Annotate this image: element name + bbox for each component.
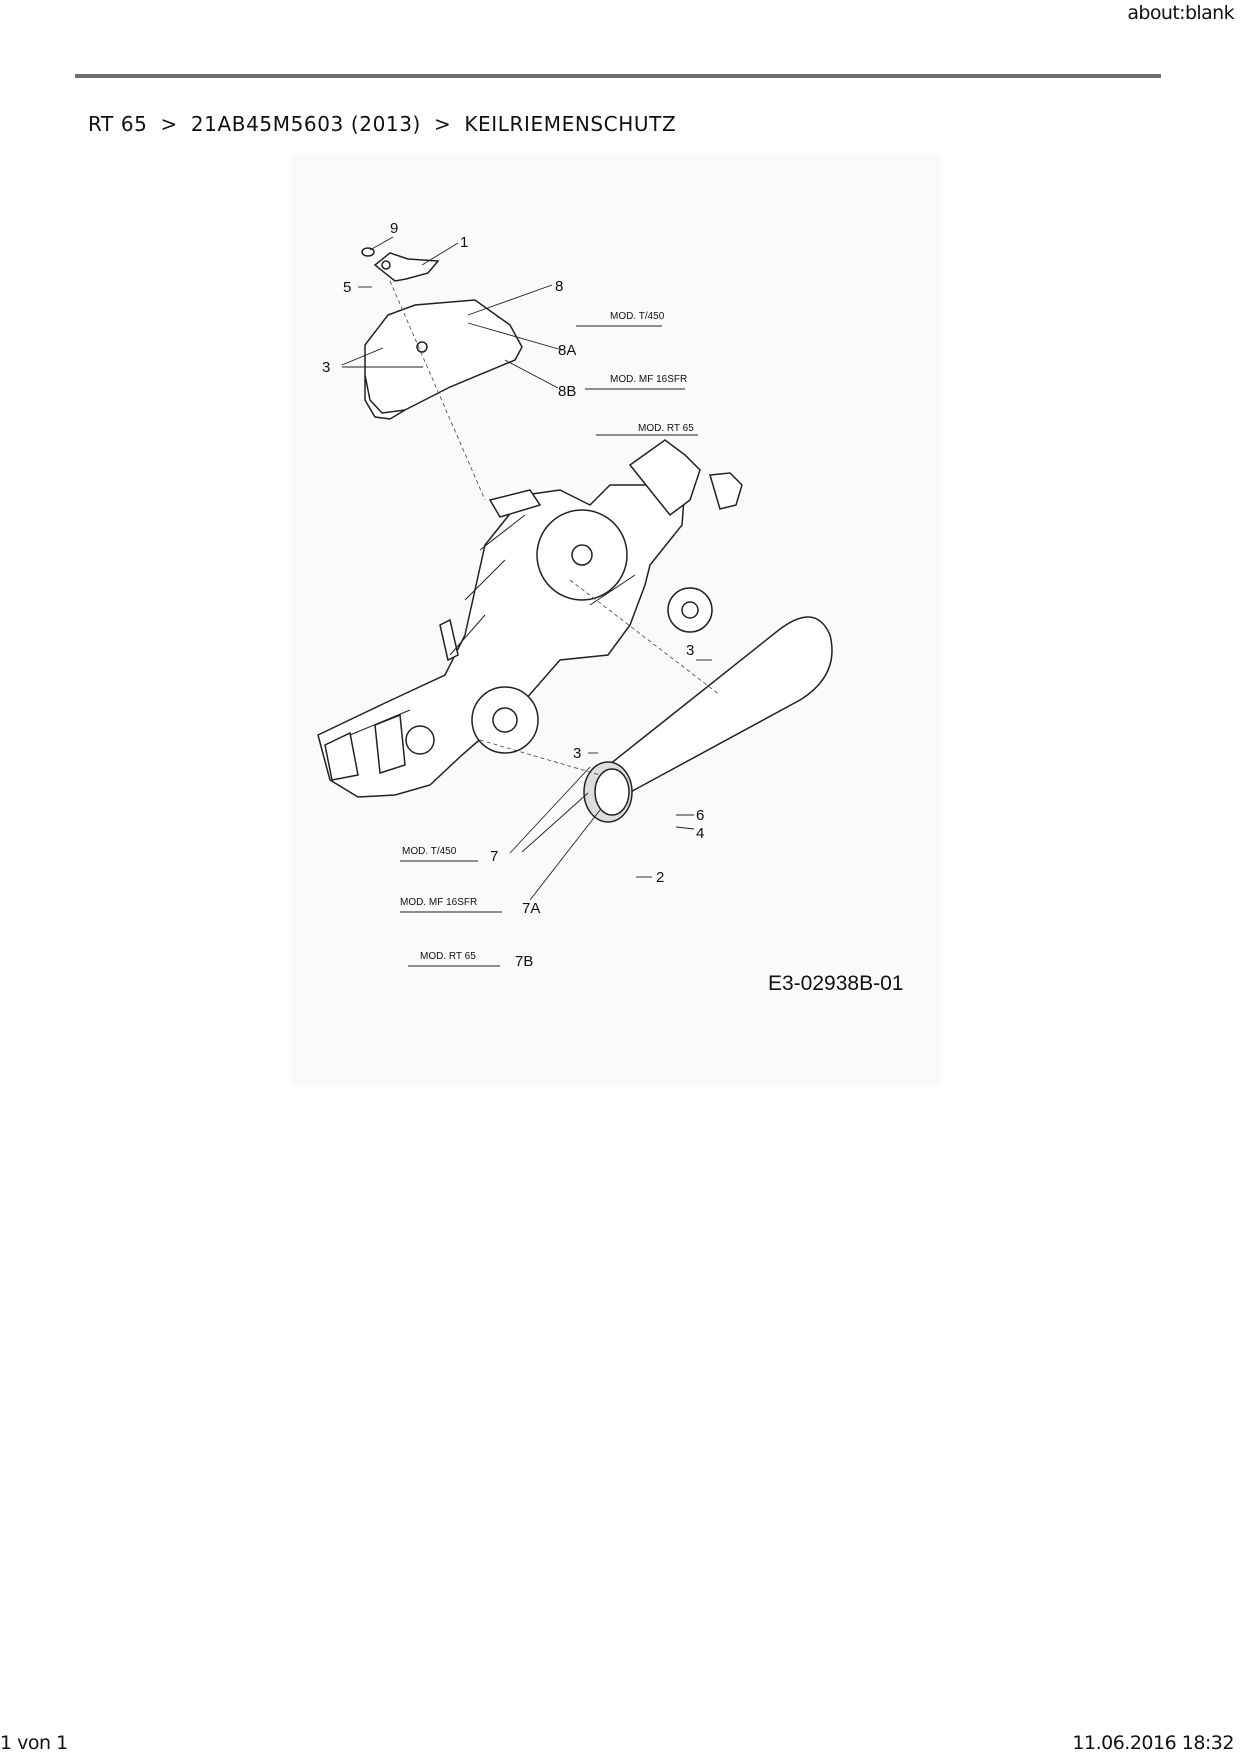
model-label-8b: MOD. RT 65	[638, 423, 694, 434]
parts-diagram	[290, 155, 942, 1085]
callout-9: 9	[390, 220, 399, 237]
model-label-8a: MOD. MF 16SFR	[610, 374, 688, 385]
callout-6: 6	[696, 807, 705, 824]
breadcrumb-item-variant[interactable]: 21AB45M5603 (2013)	[190, 112, 421, 136]
parts-diagram-svg	[290, 155, 942, 1085]
model-label-7: MOD. T/450	[402, 846, 457, 857]
callout-8: 8	[555, 278, 564, 295]
model-label-8: MOD. T/450	[610, 311, 665, 322]
callout-8b: 8B	[558, 383, 577, 400]
breadcrumb-item-model[interactable]: RT 65	[88, 112, 148, 136]
callout-1: 1	[460, 234, 469, 251]
diagram-code: E3-02938B-01	[768, 972, 904, 995]
callout-3-mid: 3	[573, 745, 582, 762]
callout-7a: 7A	[522, 900, 541, 917]
callout-3-top: 3	[322, 359, 331, 376]
breadcrumb-separator: >	[433, 112, 452, 136]
callout-7: 7	[490, 848, 499, 865]
print-datetime: 11.06.2016 18:32	[1072, 1732, 1234, 1754]
browser-url: about:blank	[1127, 2, 1234, 24]
breadcrumb-separator: >	[160, 112, 178, 136]
callout-4: 4	[696, 825, 705, 842]
breadcrumb-item-section: KEILRIEMENSCHUTZ	[464, 112, 677, 136]
callout-7b: 7B	[515, 953, 534, 970]
header-rule	[75, 74, 1161, 78]
model-label-7b: MOD. RT 65	[420, 951, 476, 962]
callout-3-right: 3	[686, 642, 695, 659]
model-label-7a: MOD. MF 16SFR	[400, 897, 478, 908]
breadcrumb	[88, 112, 676, 136]
callout-8a: 8A	[558, 342, 577, 359]
page-count: 1 von 1	[0, 1732, 68, 1754]
callout-2: 2	[656, 869, 665, 886]
callout-5: 5	[343, 279, 352, 296]
